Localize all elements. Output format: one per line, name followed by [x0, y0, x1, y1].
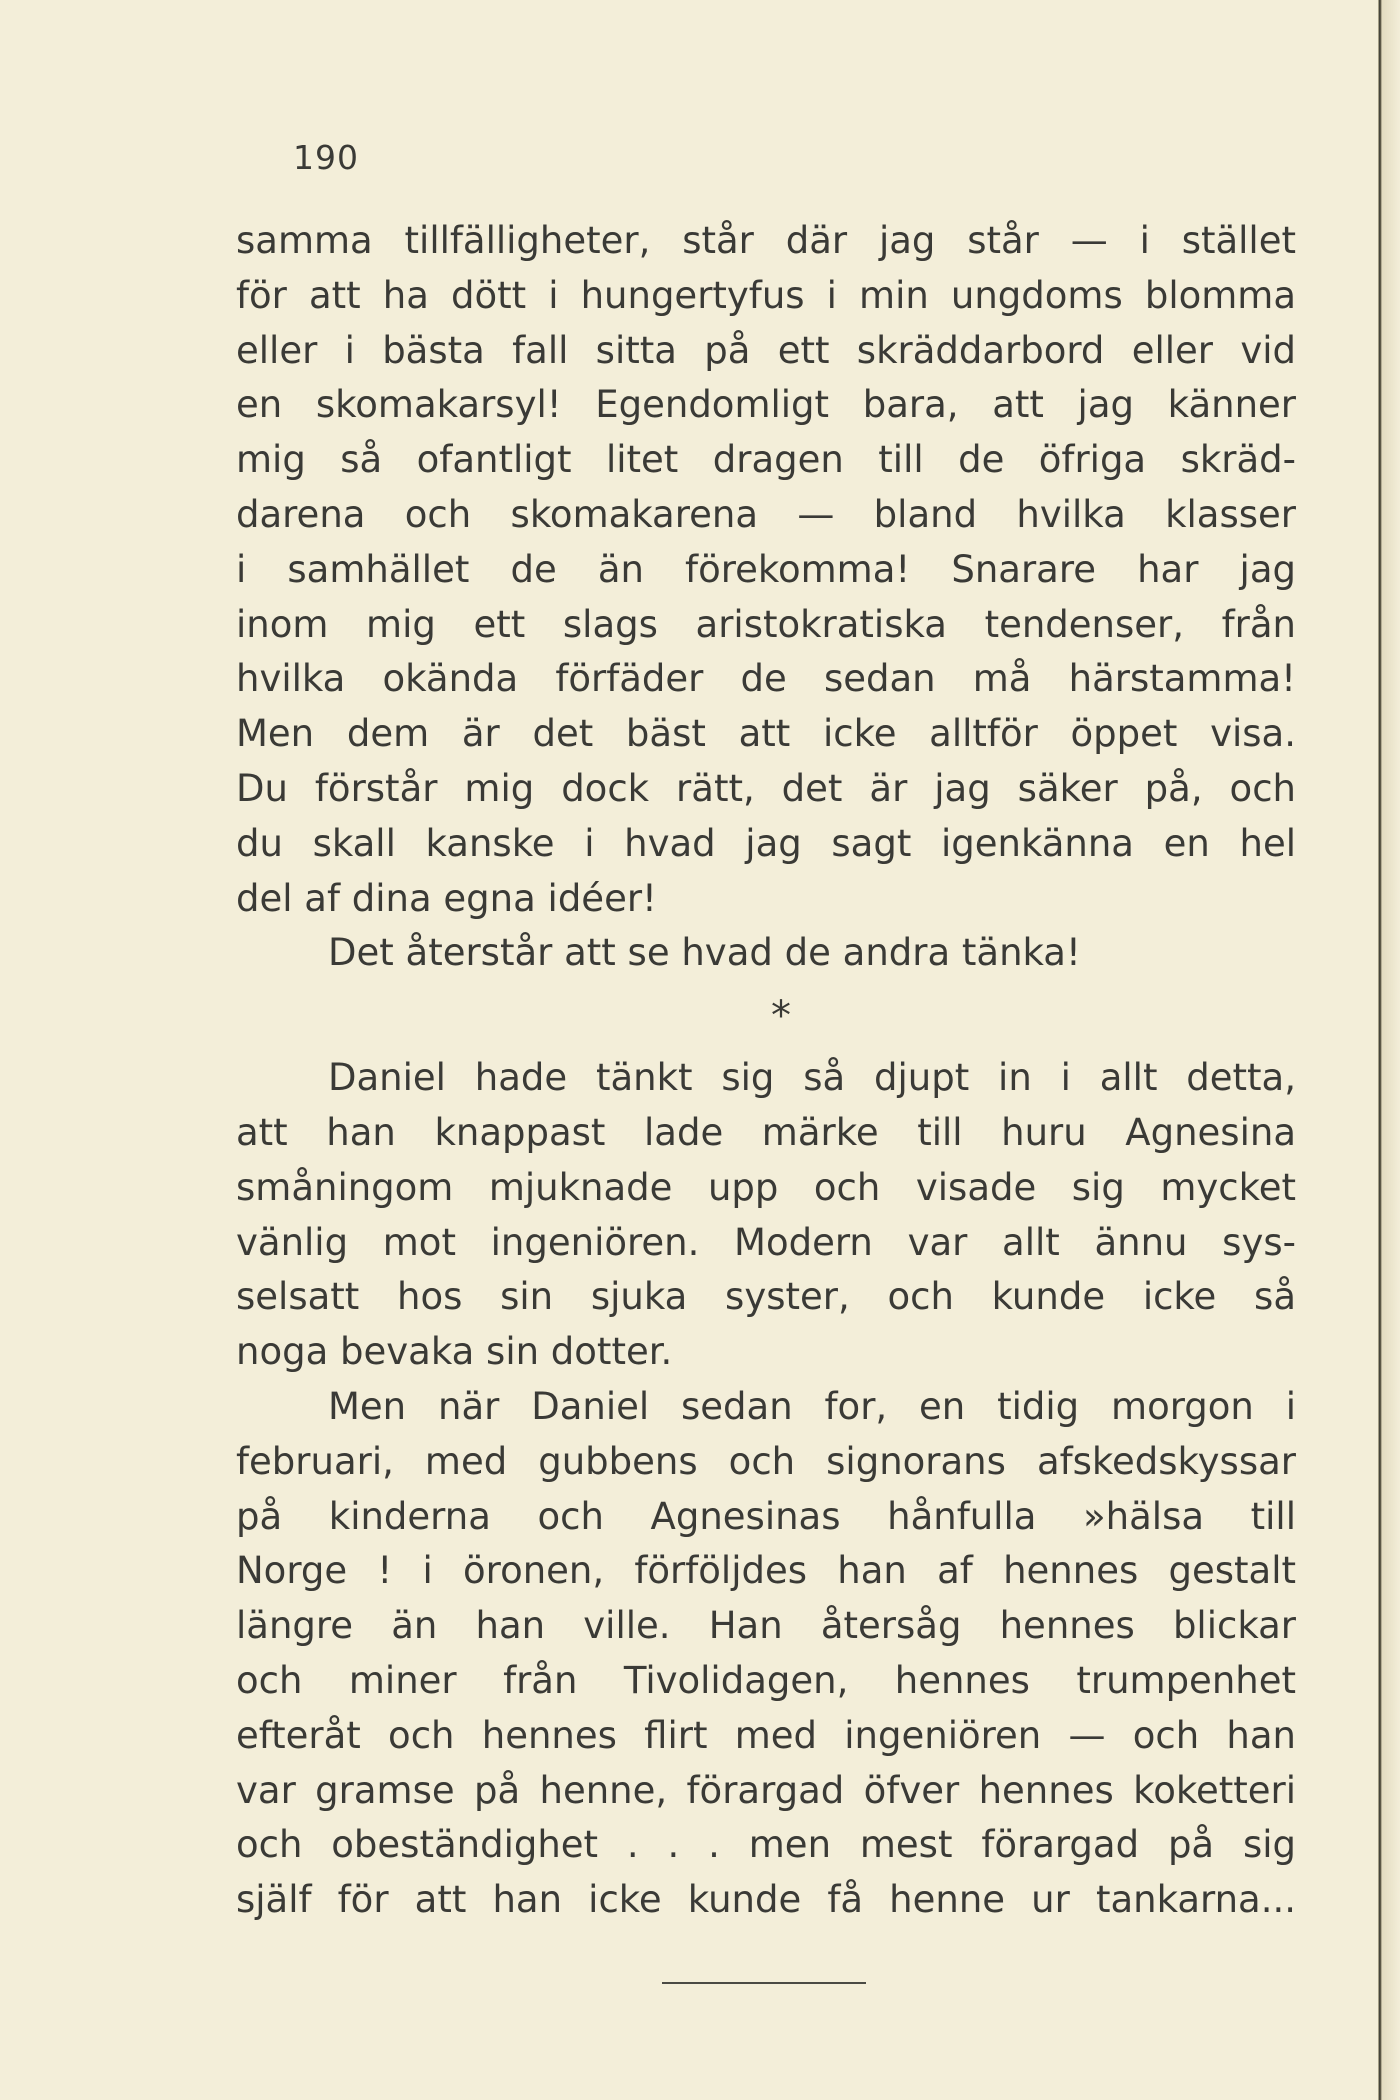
body-text — [236, 214, 1296, 1928]
text-line: Men när Daniel sedan for, en tidig morgon i — [328, 1384, 1296, 1428]
text-line: del af dina egna idéer! — [236, 876, 657, 920]
text-line: inom mig ett slags aristokratiska tendenser, från — [236, 602, 1296, 646]
text-line: selsatt hos sin sjuka syster, och kunde icke så — [236, 1275, 1296, 1319]
text-line: darena och skomakarena — bland hvilka klasser — [236, 492, 1296, 536]
text-line: småningom mjuknade upp och visade sig mycket — [236, 1165, 1296, 1209]
text-line: på kinderna och Agnesinas hånfulla »hälsa till — [236, 1494, 1296, 1538]
text-line: Det återstår att se hvad de andra tänka! — [328, 931, 1081, 975]
text-line: och obeständighet . . . men mest förargad på sig — [236, 1823, 1296, 1867]
text-line: och miner från Tivolidagen, hennes trumpenhet — [236, 1658, 1296, 1702]
text-line: vänlig mot ingeniören. Modern var allt ännu sys- — [236, 1220, 1296, 1264]
footer-rule — [662, 1982, 866, 1984]
text-line: du skall kanske i hvad jag sagt igenkänna en hel — [236, 821, 1296, 865]
page-gutter-shade — [1382, 0, 1400, 2100]
section-separator: * — [771, 993, 791, 1040]
text-line: längre än han ville. Han återsåg hennes blickar — [236, 1604, 1296, 1648]
text-line: i samhället de än förekomma! Snarare har jag — [236, 547, 1296, 591]
text-line: att han knappast lade märke till huru Agnesina — [236, 1110, 1296, 1154]
text-line: Du förstår mig dock rätt, det är jag säker på, och — [236, 766, 1296, 810]
text-line: Norge ! i öronen, förföljdes han af hennes gestalt — [236, 1549, 1296, 1593]
text-line: Daniel hade tänkt sig så djupt in i allt detta, — [328, 1056, 1296, 1100]
text-line: själf för att han icke kunde få henne ur tankarna... — [236, 1878, 1296, 1922]
text-line: eller i bästa fall sitta på ett skräddarbord eller vid — [236, 328, 1296, 372]
text-line: för att ha dött i hungertyfus i min ungdoms blomma — [236, 273, 1296, 317]
text-line: mig så ofantligt litet dragen till de öfriga skräd- — [236, 438, 1296, 482]
text-line: var gramse på henne, förargad öfver hennes koketteri — [236, 1768, 1296, 1812]
text-line: februari, med gubbens och signorans afskedskyssar — [236, 1439, 1296, 1483]
text-line: samma tillfälligheter, står där jag står — i stället — [236, 219, 1296, 262]
page-number: 190 — [293, 138, 359, 177]
text-line: noga bevaka sin dotter. — [236, 1330, 673, 1374]
text-line: en skomakarsyl! Egendomligt bara, att jag känner — [236, 383, 1296, 427]
text-line: efteråt och hennes flirt med ingeniören — och han — [236, 1713, 1296, 1757]
text-line: Men dem är det bäst att icke alltför öppet visa. — [236, 712, 1296, 756]
text-line: hvilka okända förfäder de sedan må härstamma! — [236, 657, 1296, 701]
